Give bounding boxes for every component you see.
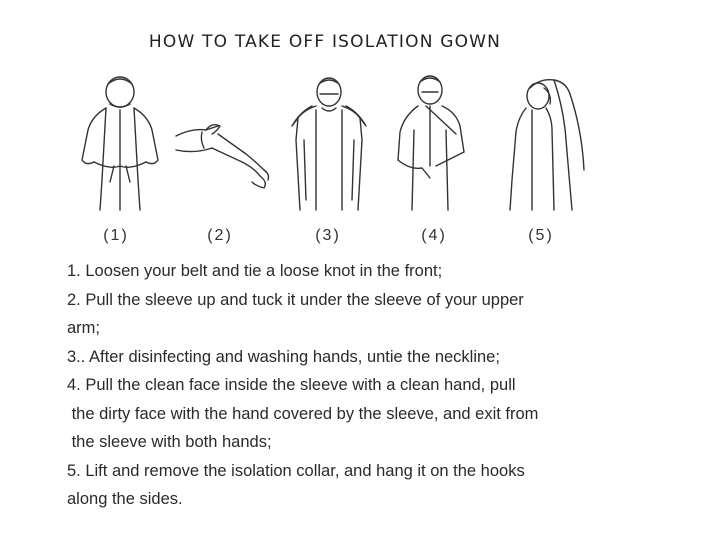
person-pull-sleeve-icon [386, 70, 481, 220]
step-line: along the sides. [67, 490, 183, 508]
step-line: the sleeve with both hands; [67, 433, 272, 451]
step-line: the dirty face with the hand covered by the sleeve, and exit from [67, 404, 539, 423]
figure-label-5: (5) [528, 227, 554, 244]
page-title: HOW TO TAKE OFF ISOLATION GOWN [148, 32, 502, 52]
arm-sleeve-icon [172, 70, 272, 220]
figure-label-2: (2) [207, 227, 233, 244]
figure-label-4: (4) [421, 227, 447, 244]
instruction-steps [67, 257, 667, 514]
step-line: 4. Pull the clean face inside the sleeve with a clean hand, pull [67, 376, 516, 394]
figure-label-1: (1) [103, 227, 129, 244]
step-line: 3.. After disinfecting and washing hands, untie the neckline; [67, 347, 500, 366]
step-line: 1. Loosen your belt and tie a loose knot in the front; [67, 262, 443, 280]
figure-label-3: (3) [315, 227, 341, 244]
person-remove-gown-icon [496, 70, 596, 220]
step-line: 2. Pull the sleeve up and tuck it under the sleeve of your upper [67, 290, 524, 309]
step-line: 5. Lift and remove the isolation collar, and hang it on the hooks [67, 461, 525, 480]
step-line: arm; [67, 319, 100, 337]
person-untie-neckline-icon [282, 70, 377, 220]
person-untie-belt-icon [72, 70, 167, 220]
